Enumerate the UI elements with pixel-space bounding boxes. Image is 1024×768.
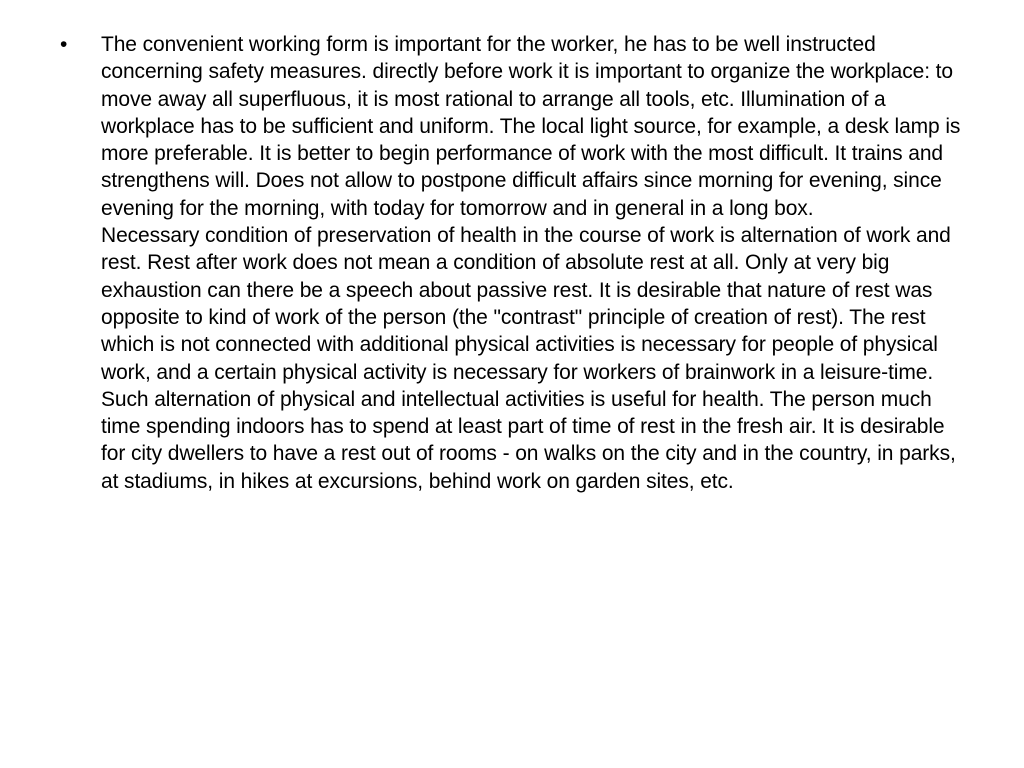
paragraph-work-rest-alternation: Necessary condition of preservation of health in the course of work is alternation of work and rest. Rest after work does not mean a condition of absolute rest at all. Only at very big exhaustion can there be a speech about passive rest. It is desirable that nature of rest was opposite to kind of work of the person (the "contrast" principle of creation of rest). The rest which is not connected with additional physical activities is necessary for people of physical work, and a certain physical activity is necessary for workers of brainwork in a leisure-time. Such alternation of physical and intellectual activities is useful for health. The person much time spending indoors has to spend at least part of time of rest in the fresh air. It is desirable for city dwellers to have a rest out of rooms - on walks on the city and in the country, in parks, at stadiums, in hikes at excursions, behind work on garden sites, etc. [101, 224, 956, 493]
paragraph-safety-workplace: The convenient working form is important for the worker, he has to be well instructed concerning safety measures. directly before work it is important to organize the workplace: to move away all superfluous, it is most rational to arrange all tools, etc. Illumination of a workplace has to be sufficient and uniform. The local light source, for example, a desk lamp is more preferable. It is better to begin performance of work with the most difficult. It trains and strengthens will. Does not allow to postpone difficult affairs since morning for evening, since evening for the morning, with today for tomorrow and in general in a long box. [101, 33, 961, 220]
bullet-item [60, 31, 970, 495]
slide-body [60, 31, 970, 495]
bullet-icon: • [60, 33, 68, 56]
